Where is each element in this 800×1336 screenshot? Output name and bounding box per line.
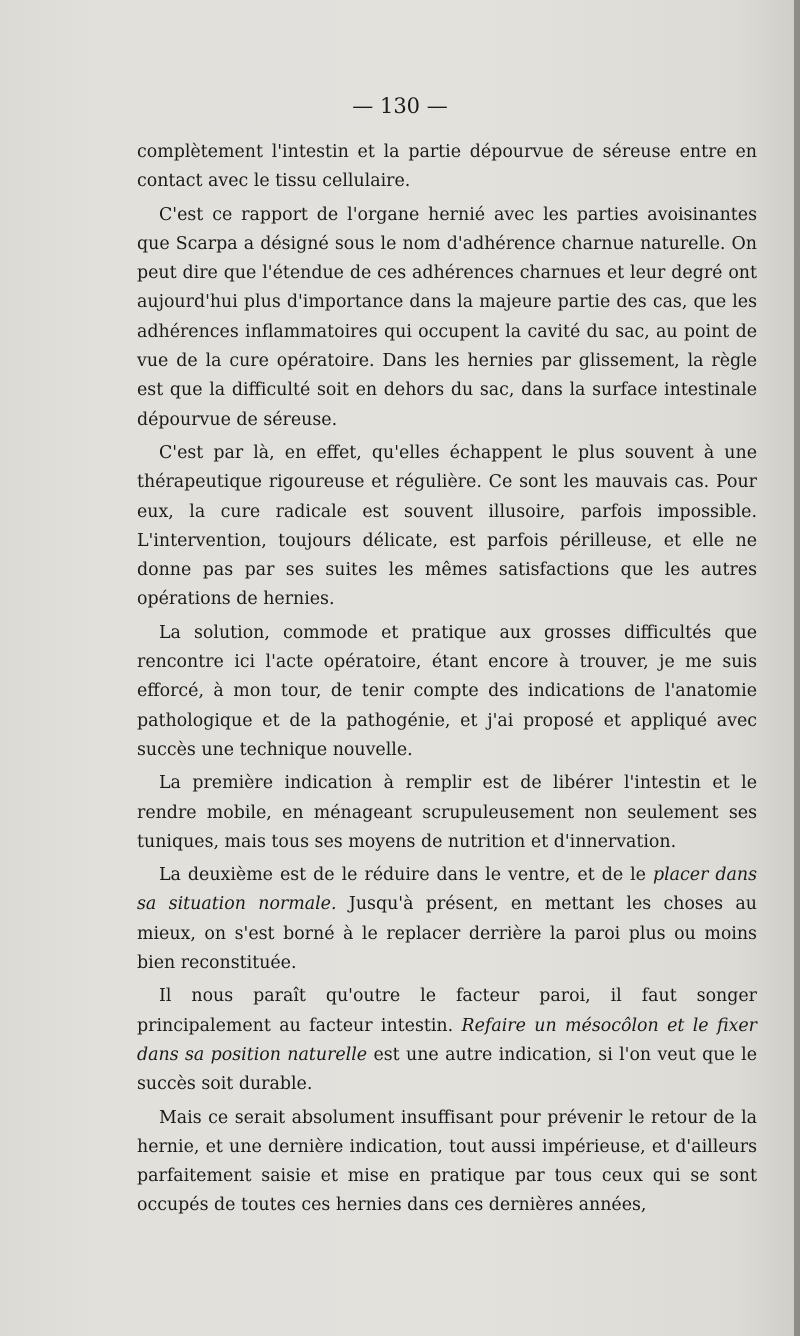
paragraph	[137, 861, 757, 978]
page-edge-shadow	[794, 0, 800, 1336]
text-run: C'est ce rapport de l'organe hernié avec les parties avoisinantes que Scarpa a désigné sous le nom d'adhérence charnue naturelle. On peut dire que l'étendue de ces adhérences charnues et leur degré ont aujourd'hui plus d'importance dans la majeure partie des cas, que les adhérences inflammatoires qui occupent la cavité du sac, au point de vue de la cure opératoire. Dans les hernies par glissement, la règle est que la difficulté soit en dehors du sac, dans la surface intestinale dépourvue de séreuse.	[137, 204, 757, 430]
text-run: Jusqu'à présent, en mettant les choses au mieux, on s'est borné à le replacer derrière la paroi plus ou moins bien reconstituée.	[137, 894, 757, 974]
paragraph	[137, 1104, 757, 1221]
paragraph	[137, 769, 757, 857]
text-run: complètement l'intestin et la partie dépourvue de séreuse entre en contact avec le tissu cellulaire.	[137, 142, 757, 192]
paragraph	[137, 619, 757, 765]
body-text	[137, 138, 757, 1225]
paragraph	[137, 439, 757, 615]
paragraph	[137, 982, 757, 1099]
text-run: C'est par là, en effet, qu'elles échappent le plus souvent à une thérapeutique rigoureuse et régulière. Ce sont les mauvais cas. Pour eux, la cure radicale est souvent illusoire, parfois impossible. L'intervention, toujours délicate, est parfois périlleuse, et elle ne donne pas par ses suites les mêmes satisfactions que les autres opérations de hernies.	[137, 442, 757, 610]
text-run: Il nous paraît qu'outre le facteur paroi, il faut songer principalement au facteur intestin.	[137, 986, 757, 1036]
text-run: La solution, commode et pratique aux grosses difficultés que rencontre ici l'acte opératoire, étant encore à trouver, je me suis efforcé, à mon tour, de tenir compte des indications de l'anatomie pathologique et de la pathogénie, et j'ai proposé et appliqué avec succès une technique nouvelle.	[137, 622, 757, 760]
text-run: Mais ce serait absolument insuffisant pour prévenir le retour de la hernie, et une dernière indication, tout aussi impérieuse, et d'ailleurs parfaitement saisie et mise en pratique par tous ceux qui se sont occupés de toutes ces hernies dans ces dernières années,	[137, 1107, 757, 1216]
text-run: La première indication à remplir est de libérer l'intestin et le rendre mobile, en ménageant scrupuleusement non seulement ses tuniques, mais tous ses moyens de nutrition et d'innervation.	[137, 773, 757, 852]
paragraph	[137, 201, 757, 435]
italic-text: Refaire un mésocôlon et le fixer dans sa position naturelle	[137, 1015, 757, 1065]
text-run: est une autre indication, si l'on veut que le succès soit durable.	[137, 1044, 757, 1095]
paragraph	[137, 138, 757, 197]
page-number: — 130 —	[352, 94, 448, 118]
text-run: La deuxième est de le réduire dans le ventre, et de le	[159, 865, 653, 886]
italic-text: placer dans sa situation normale.	[137, 865, 757, 915]
